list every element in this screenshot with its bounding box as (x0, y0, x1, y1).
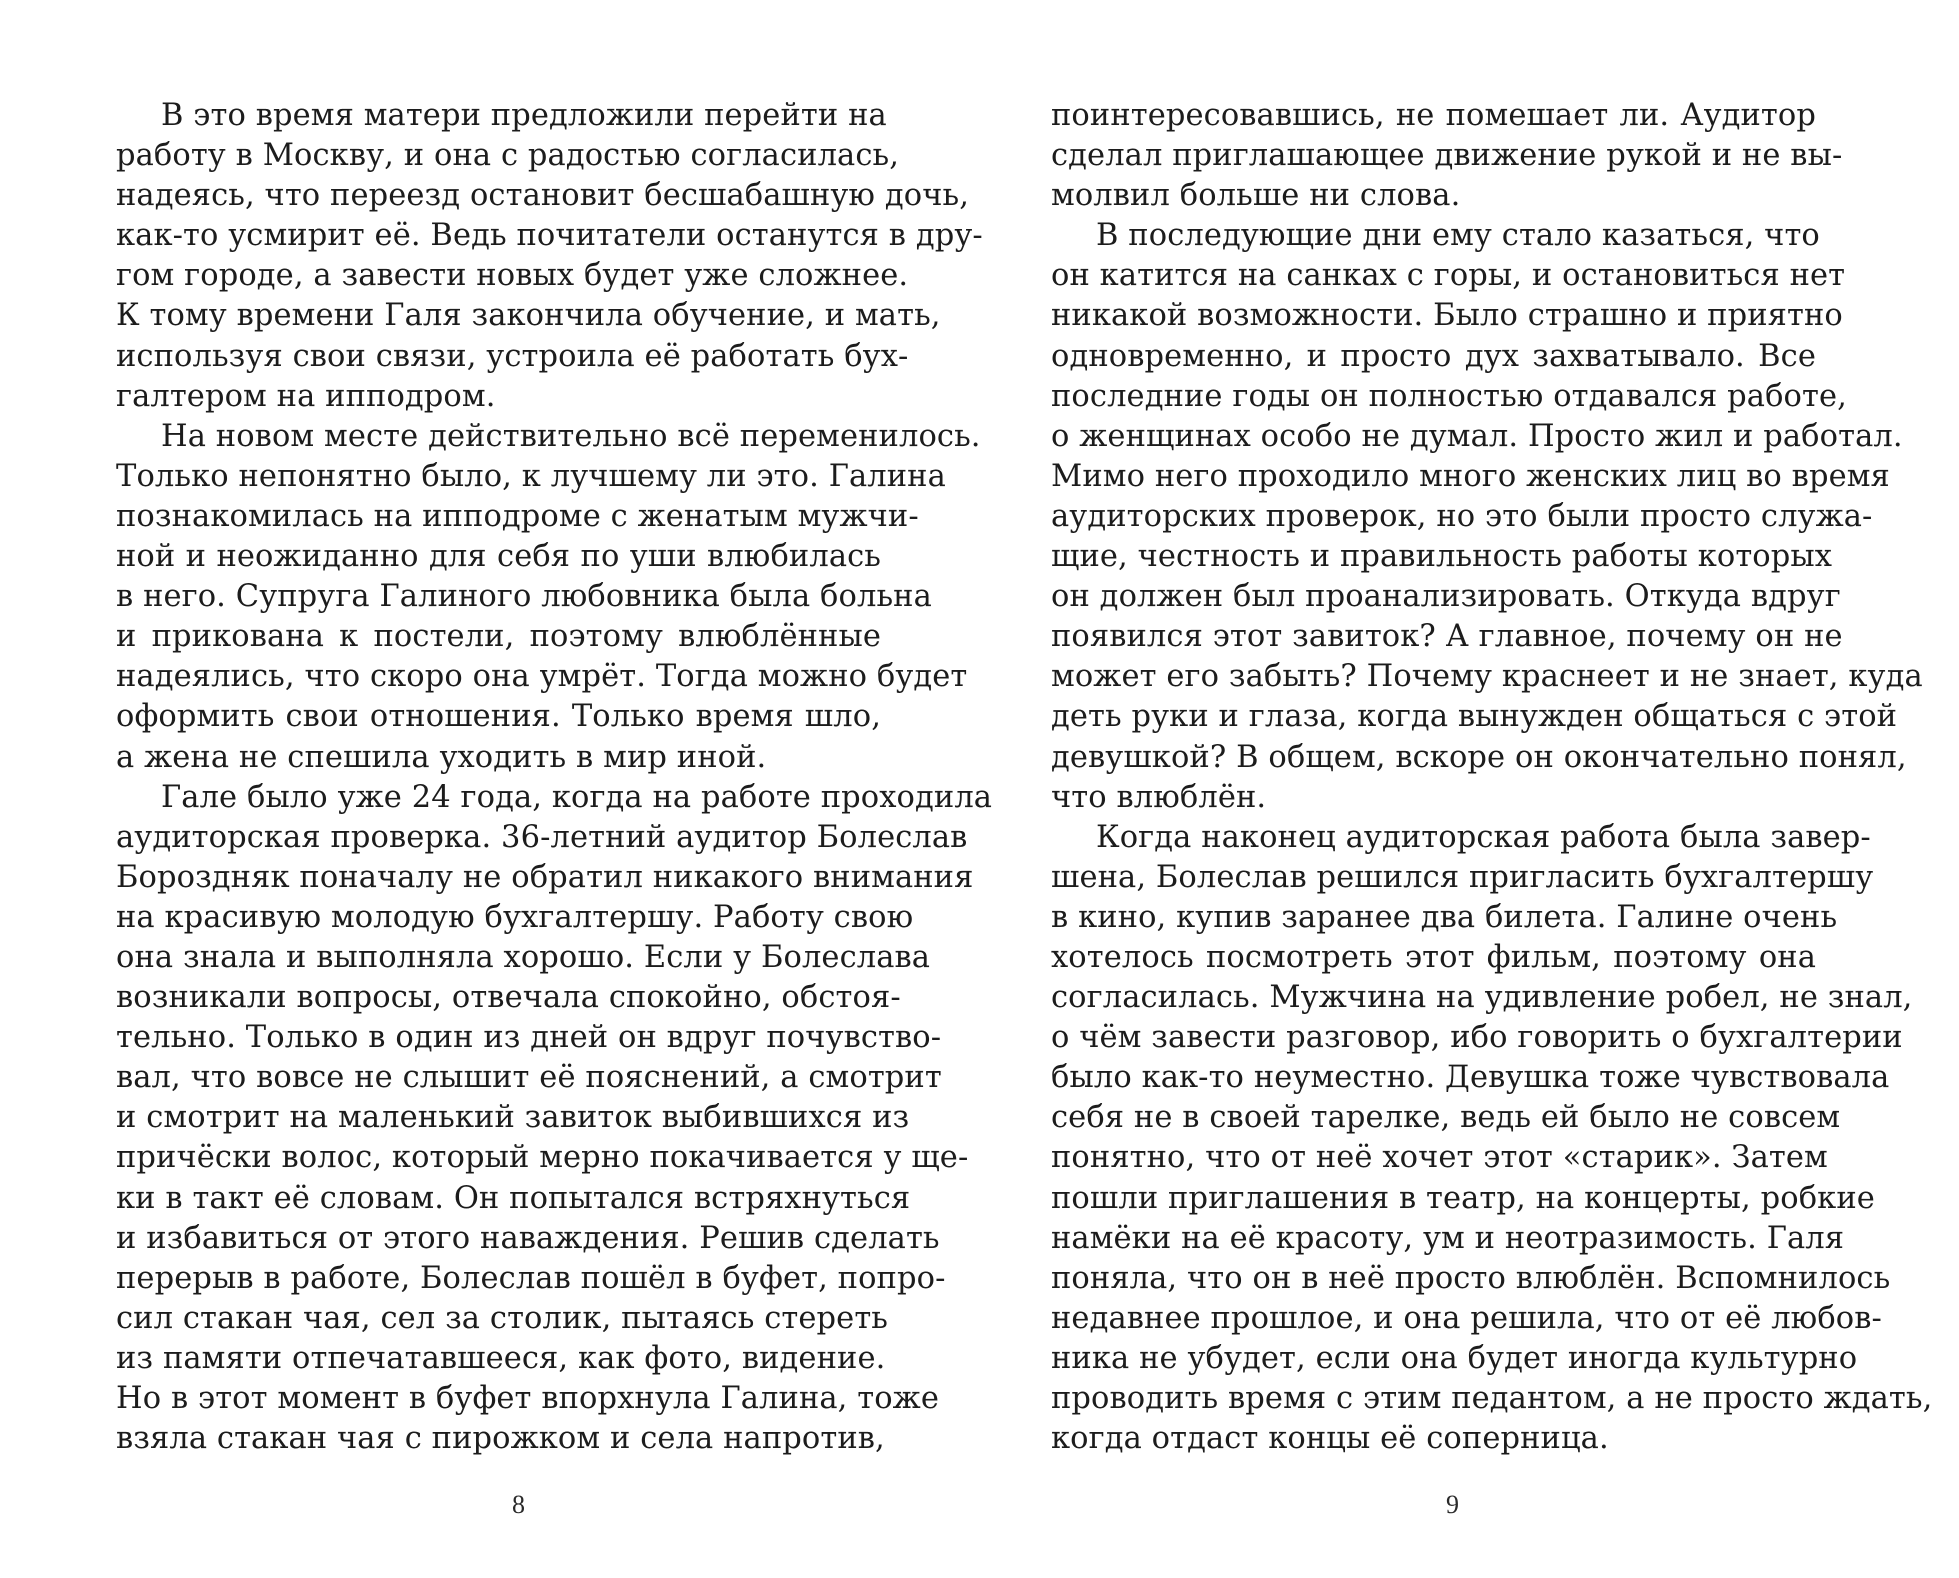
text-line: На новом месте действительно всё переменилось. (161, 418, 981, 454)
text-line: о чём завести разговор, ибо говорить о бухгалтерии (1051, 1020, 1903, 1056)
text-line: появился этот завиток? А главное, почему он не (1051, 619, 1843, 655)
text-line: надеясь, что переезд остановит бесшабашную дочь, (116, 178, 969, 214)
text-line: намёки на её красоту, ум и неотразимость. Галя (1051, 1220, 1845, 1256)
paragraph (116, 417, 981, 778)
text-line: оформить свои отношения. Только время шло, (116, 699, 881, 735)
text-line: аудиторская проверка. 36-летний аудитор Болеслав (116, 819, 968, 855)
text-line: проводить время с этим педантом, а не просто ждать, (1051, 1381, 1933, 1416)
text-line: В последующие дни ему стало казаться, что (1096, 218, 1820, 254)
text-line: поняла, что он в неё просто влюблён. Вспомнилось (1051, 1260, 1891, 1296)
text-line: аудиторских проверок, но это были просто служа- (1051, 498, 1873, 534)
text-line: используя свои связи, устроила её работать бух- (116, 338, 909, 374)
text-line: щие, честность и правильность работы которых (1051, 539, 1833, 575)
text-line: последние годы он полностью отдавался работе, (1051, 378, 1847, 414)
text-line: хотелось посмотреть этот фильм, поэтому она (1051, 939, 1816, 975)
text-line: Но в этот момент в буфет впорхнула Галина, тоже (116, 1381, 939, 1416)
text-line: на красивую молодую бухгалтершу. Работу свою (116, 899, 914, 935)
text-line: он катится на санках с горы, и остановиться нет (1051, 258, 1846, 294)
text-line: Когда наконец аудиторская работа была завер- (1096, 819, 1871, 855)
paragraph (116, 96, 983, 417)
text-line: взяла стакан чая с пирожком и села напротив, (116, 1421, 885, 1457)
text-line: никакой возможности. Было страшно и приятно (1051, 298, 1843, 334)
text-line: работу в Москву, и она с радостью согласилась, (116, 138, 900, 174)
left-page-text (116, 96, 993, 1459)
text-line: сил стакан чая, сел за столик, пытаясь стереть (116, 1300, 888, 1336)
text-line: было как-то неуместно. Девушка тоже чувствовала (1051, 1060, 1890, 1096)
text-line: поинтересовавшись, не помешает ли. Аудитор (1051, 98, 1816, 133)
text-line: и смотрит на маленький завиток выбившихся из (116, 1100, 910, 1136)
text-line: В это время матери предложили перейти на (161, 98, 887, 133)
page-number-left: 8 (512, 1490, 525, 1519)
text-line: девушкой? В общем, вскоре он окончательно понял, (1051, 739, 1907, 775)
text-line: когда отдаст концы её соперница. (1051, 1421, 1609, 1457)
text-line: познакомилась на ипподроме с женатым мужчи- (116, 498, 919, 534)
text-line: шена, Болеслав решился пригласить бухгалтершу (1051, 859, 1874, 895)
text-line: перерыв в работе, Болеслав пошёл в буфет, попро- (116, 1260, 946, 1296)
text-line: она знала и выполняла хорошо. Если у Болеслава (116, 939, 931, 975)
text-line: возникали вопросы, отвечала спокойно, обстоя- (116, 980, 901, 1016)
text-line: в него. Супруга Галиного любовника была больна (116, 579, 932, 615)
text-line: понятно, что от неё хочет этот «старик». Затем (1051, 1140, 1828, 1176)
text-line: Мимо него проходило много женских лиц во время (1051, 458, 1890, 494)
text-line: может его забыть? Почему краснеет и не знает, куда (1051, 659, 1923, 695)
text-line: как-то усмирит её. Ведь почитатели останутся в дру- (116, 218, 983, 254)
text-line: надеялись, что скоро она умрёт. Тогда можно будет (116, 659, 968, 695)
text-line: сделал приглашающее движение рукой и не вы- (1051, 138, 1843, 174)
text-line: и избавиться от этого наваждения. Решив сделать (116, 1220, 940, 1256)
paragraph (1051, 216, 1923, 817)
paragraph (116, 778, 993, 1460)
text-line: в кино, купив заранее два билета. Галине очень (1051, 899, 1838, 935)
text-line: молвил больше ни слова. (1051, 178, 1461, 214)
text-line: одновременно, и просто дух захватывало. Все (1051, 338, 1816, 374)
paragraph (1051, 96, 1843, 216)
text-line: гом городе, а завести новых будет уже сложнее. (116, 258, 909, 294)
text-line: К тому времени Галя закончила обучение, и мать, (116, 298, 941, 334)
text-line: деть руки и глаза, когда вынужден общаться с этой (1051, 699, 1898, 735)
text-line: он должен был проанализировать. Откуда вдруг (1051, 579, 1841, 615)
paragraph (1051, 818, 1933, 1460)
text-line: недавнее прошлое, и она решила, что от её любов- (1051, 1300, 1882, 1336)
text-line: себя не в своей тарелке, ведь ей было не совсем (1051, 1100, 1841, 1136)
text-line: согласилась. Мужчина на удивление робел, не знал, (1051, 980, 1913, 1016)
text-line: пошли приглашения в театр, на концерты, робкие (1051, 1180, 1875, 1216)
text-line: а жена не спешила уходить в мир иной. (116, 739, 767, 775)
text-line: из памяти отпечатавшееся, как фото, видение. (116, 1340, 886, 1376)
text-line: Только непонятно было, к лучшему ли это. Галина (116, 458, 946, 494)
text-line: Бороздняк поначалу не обратил никакого внимания (116, 859, 974, 895)
text-line: тельно. Только в один из дней он вдруг почувство- (116, 1020, 942, 1056)
text-line: ной и неожиданно для себя по уши влюбилась (116, 539, 881, 575)
text-line: ки в такт её словам. Он попытался встряхнуться (116, 1180, 911, 1216)
text-line: Гале было уже 24 года, когда на работе проходила (161, 779, 993, 815)
text-line: о женщинах особо не думал. Просто жил и работал. (1051, 418, 1903, 454)
right-page-text (1051, 96, 1933, 1459)
text-line: и прикована к постели, поэтому влюблённые (116, 619, 881, 655)
text-line: что влюблён. (1051, 779, 1267, 815)
text-line: галтером на ипподром. (116, 378, 496, 414)
text-line: причёски волос, который мерно покачивается у ще- (116, 1140, 969, 1176)
text-line: вал, что вовсе не слышит её пояснений, а смотрит (116, 1060, 942, 1096)
page-number-right: 9 (1446, 1490, 1459, 1519)
text-line: ника не убудет, если она будет иногда культурно (1051, 1340, 1858, 1376)
